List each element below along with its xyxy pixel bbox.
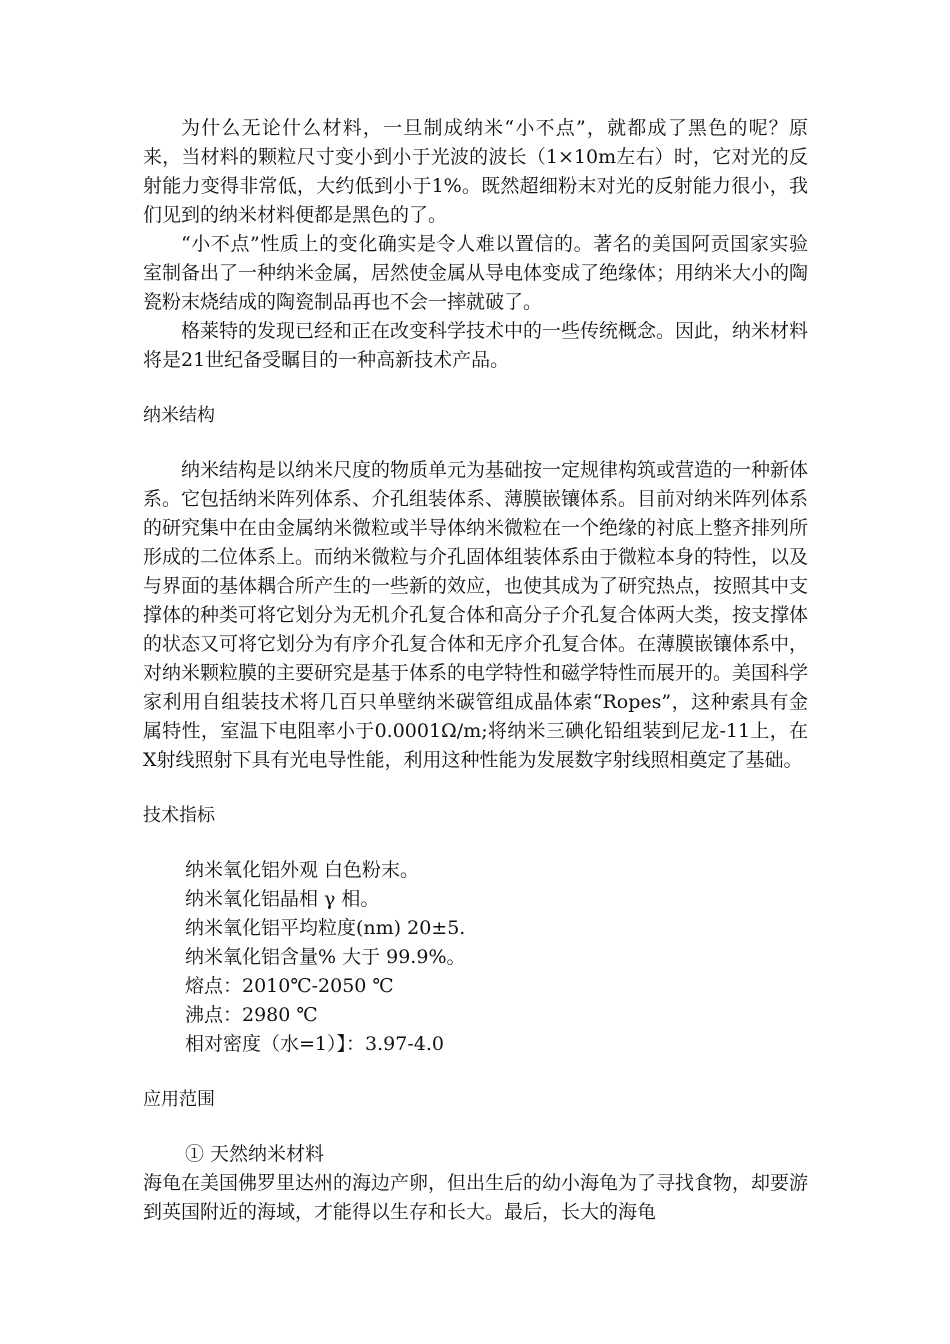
spec-item-appearance: 纳米氧化铝外观 白色粉末。 (185, 859, 420, 881)
section-heading-specs: 技术指标 (143, 805, 215, 826)
spec-item-melting-point: 熔点：2010℃-2050 ℃ (185, 975, 394, 997)
intro-paragraph-3: 格莱特的发现已经和正在改变科学技术中的一些传统概念。因此，纳米材料将是21世纪备受瞩目的一种高新技术产品。 (143, 320, 809, 371)
section-heading-applications: 应用范围 (143, 1089, 215, 1110)
spec-item-content: 纳米氧化铝含量% 大于 99.9%。 (185, 946, 466, 968)
intro-paragraph-1: 为什么无论什么材料，一旦制成纳米“小不点”，就都成了黑色的呢？原来，当材料的颗粒尺寸变小到小于光波的波长（1×10m左右）时，它对光的反射能力变得非常低，大约低到小于1%。既然超细粉末对光的反射能力很小，我们见到的纳米材料便都是黑色的了。 (143, 117, 808, 226)
spec-item-particle-size: 纳米氧化铝平均粒度(nm) 20±5. (185, 917, 466, 939)
section-heading-structure: 纳米结构 (143, 405, 215, 426)
document-body (143, 114, 808, 1227)
spec-item-boiling-point: 沸点：2980 ℃ (185, 1004, 318, 1026)
structure-paragraph: 纳米结构是以纳米尺度的物质单元为基础按一定规律构筑或营造的一种新体系。它包括纳米阵列体系、介孔组装体系、薄膜嵌镶体系。目前对纳米阵列体系的研究集中在由金属纳米微粒或半导体纳米微粒在一个绝缘的衬底上整齐排列所形成的二位体系上。而纳米微粒与介孔固体组装体系由于微粒本身的特性，以及与界面的基体耦合所产生的一些新的效应，也使其成为了研究热点，按照其中支撑体的种类可将它划分为无机介孔复合体和高分子介孔复合体两大类，按支撑体的状态又可将它划分为有序介孔复合体和无序介孔复合体。在薄膜嵌镶体系中，对纳米颗粒膜的主要研究是基于体系的电学特性和磁学特性而展开的。美国科学家利用自组装技术将几百只单壁纳米碳管组成晶体索“Ropes”，这种索具有金属特性，室温下电阻率小于0.0001Ω/m;将纳米三碘化铅组装到尼龙-11上，在X射线照射下具有光电导性能，利用这种性能为发展数字射线照相奠定了基础。 (143, 459, 809, 771)
application-paragraph: 海龟在美国佛罗里达州的海边产卵，但出生后的幼小海龟为了寻找食物，却要游到英国附近的海域，才能得以生存和长大。最后，长大的海龟 (143, 1172, 809, 1223)
spec-item-relative-density: 相对密度（水=1）】：3.97-4.0 (185, 1033, 444, 1055)
spec-list (143, 856, 808, 1059)
spec-item-phase: 纳米氧化铝晶相 γ 相。 (185, 888, 380, 910)
intro-paragraph-2: “小不点”性质上的变化确实是令人难以置信的。著名的美国阿贡国家实验室制备出了一种纳米金属，居然使金属从导电体变成了绝缘体；用纳米大小的陶瓷粉末烧结成的陶瓷制品再也不会一摔就破了。 (143, 233, 809, 313)
application-item-title: ① 天然纳米材料 (185, 1143, 325, 1165)
